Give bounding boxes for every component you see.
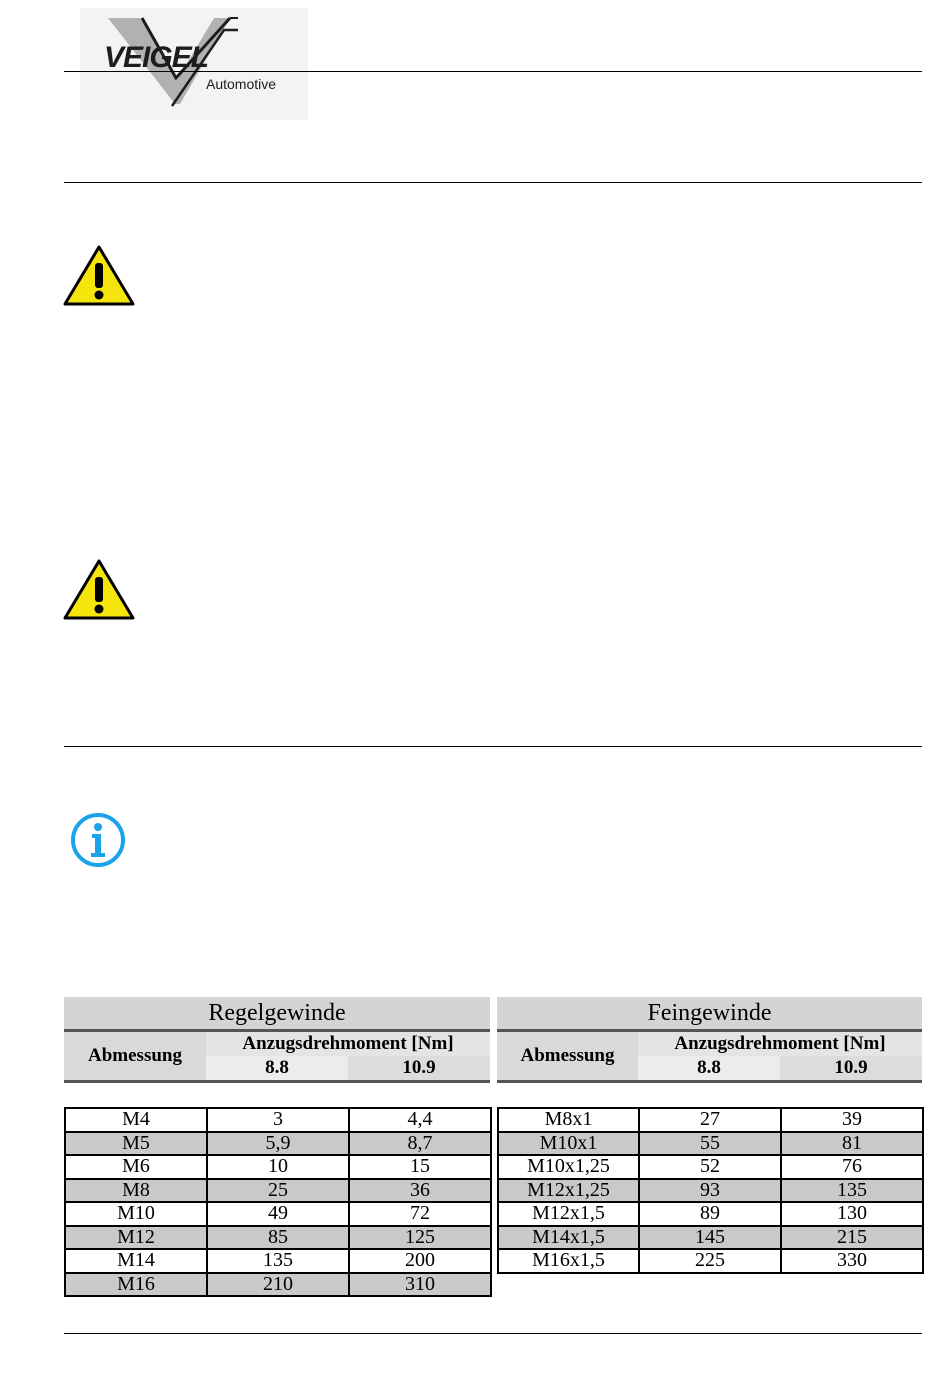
column-header-grade-10-9: 10.9 — [780, 1056, 922, 1082]
cell-torque-8-8: 55 — [639, 1132, 781, 1156]
cell-torque-10-9: 72 — [349, 1202, 491, 1226]
cell-torque-8-8: 93 — [639, 1179, 781, 1203]
cell-dimension: M16x1,5 — [498, 1249, 639, 1273]
table-row — [498, 1202, 923, 1226]
table-row — [498, 1155, 923, 1179]
column-header-dimension: Abmessung — [497, 1031, 638, 1082]
cell-dimension: M16 — [65, 1273, 207, 1297]
header-rule — [64, 71, 922, 72]
cell-torque-8-8: 5,9 — [207, 1132, 349, 1156]
cell-torque-10-9: 215 — [781, 1226, 923, 1250]
table-row — [498, 1179, 923, 1203]
cell-torque-10-9: 39 — [781, 1108, 923, 1132]
cell-torque-10-9: 15 — [349, 1155, 491, 1179]
table-row — [65, 1155, 491, 1179]
cell-dimension: M14 — [65, 1249, 207, 1273]
cell-torque-8-8: 135 — [207, 1249, 349, 1273]
cell-dimension: M8 — [65, 1179, 207, 1203]
cell-torque-10-9: 330 — [781, 1249, 923, 1273]
cell-torque-10-9: 76 — [781, 1155, 923, 1179]
cell-dimension: M12 — [65, 1226, 207, 1250]
table-row — [65, 1226, 491, 1250]
column-header-grade-8-8: 8.8 — [206, 1056, 348, 1082]
table-row — [498, 1132, 923, 1156]
cell-torque-8-8: 49 — [207, 1202, 349, 1226]
cell-dimension: M10x1 — [498, 1132, 639, 1156]
cell-torque-10-9: 36 — [349, 1179, 491, 1203]
cell-torque-8-8: 225 — [639, 1249, 781, 1273]
cell-torque-10-9: 200 — [349, 1249, 491, 1273]
column-header-grade-10-9: 10.9 — [348, 1056, 490, 1082]
table-row — [65, 1108, 491, 1132]
cell-torque-8-8: 89 — [639, 1202, 781, 1226]
column-header-torque: Anzugsdrehmoment [Nm] — [206, 1031, 490, 1057]
column-header-grade-8-8: 8.8 — [638, 1056, 780, 1082]
cell-dimension: M12x1,25 — [498, 1179, 639, 1203]
cell-torque-8-8: 10 — [207, 1155, 349, 1179]
warning-triangle-icon — [62, 558, 136, 622]
footer-rule — [64, 1333, 922, 1334]
cell-torque-10-9: 81 — [781, 1132, 923, 1156]
cell-torque-10-9: 310 — [349, 1273, 491, 1297]
warning-triangle-icon — [62, 244, 136, 308]
feingewinde-table — [497, 1107, 924, 1274]
cell-dimension: M8x1 — [498, 1108, 639, 1132]
cell-torque-10-9: 130 — [781, 1202, 923, 1226]
feingewinde-title: Feingewinde — [497, 997, 922, 1031]
table-row — [498, 1249, 923, 1273]
section-divider — [64, 746, 922, 747]
column-header-dimension: Abmessung — [64, 1031, 206, 1082]
cell-torque-8-8: 3 — [207, 1108, 349, 1132]
section-divider — [64, 182, 922, 183]
feingewinde-header — [497, 997, 922, 1083]
cell-dimension: M12x1,5 — [498, 1202, 639, 1226]
regelgewinde-table — [64, 1107, 492, 1297]
column-header-torque: Anzugsdrehmoment [Nm] — [638, 1031, 922, 1057]
cell-torque-10-9: 8,7 — [349, 1132, 491, 1156]
table-row — [65, 1179, 491, 1203]
cell-torque-8-8: 52 — [639, 1155, 781, 1179]
logo-brand-text: VEIGEL — [104, 41, 209, 74]
cell-torque-8-8: 25 — [207, 1179, 349, 1203]
logo-sub-text: Automotive — [206, 76, 277, 92]
cell-torque-10-9: 125 — [349, 1226, 491, 1250]
cell-torque-10-9: 4,4 — [349, 1108, 491, 1132]
cell-dimension: M5 — [65, 1132, 207, 1156]
table-row — [65, 1132, 491, 1156]
table-row — [65, 1202, 491, 1226]
cell-dimension: M10 — [65, 1202, 207, 1226]
cell-torque-8-8: 85 — [207, 1226, 349, 1250]
table-row — [498, 1226, 923, 1250]
info-circle-icon — [68, 810, 128, 870]
cell-dimension: M6 — [65, 1155, 207, 1179]
cell-torque-8-8: 210 — [207, 1273, 349, 1297]
table-row — [498, 1108, 923, 1132]
cell-dimension: M4 — [65, 1108, 207, 1132]
cell-dimension: M10x1,25 — [498, 1155, 639, 1179]
company-logo — [80, 8, 308, 120]
cell-torque-10-9: 135 — [781, 1179, 923, 1203]
regelgewinde-title: Regelgewinde — [64, 997, 490, 1031]
table-row — [65, 1249, 491, 1273]
cell-torque-8-8: 27 — [639, 1108, 781, 1132]
cell-dimension: M14x1,5 — [498, 1226, 639, 1250]
cell-torque-8-8: 145 — [639, 1226, 781, 1250]
regelgewinde-header — [64, 997, 490, 1083]
table-row — [65, 1273, 491, 1297]
